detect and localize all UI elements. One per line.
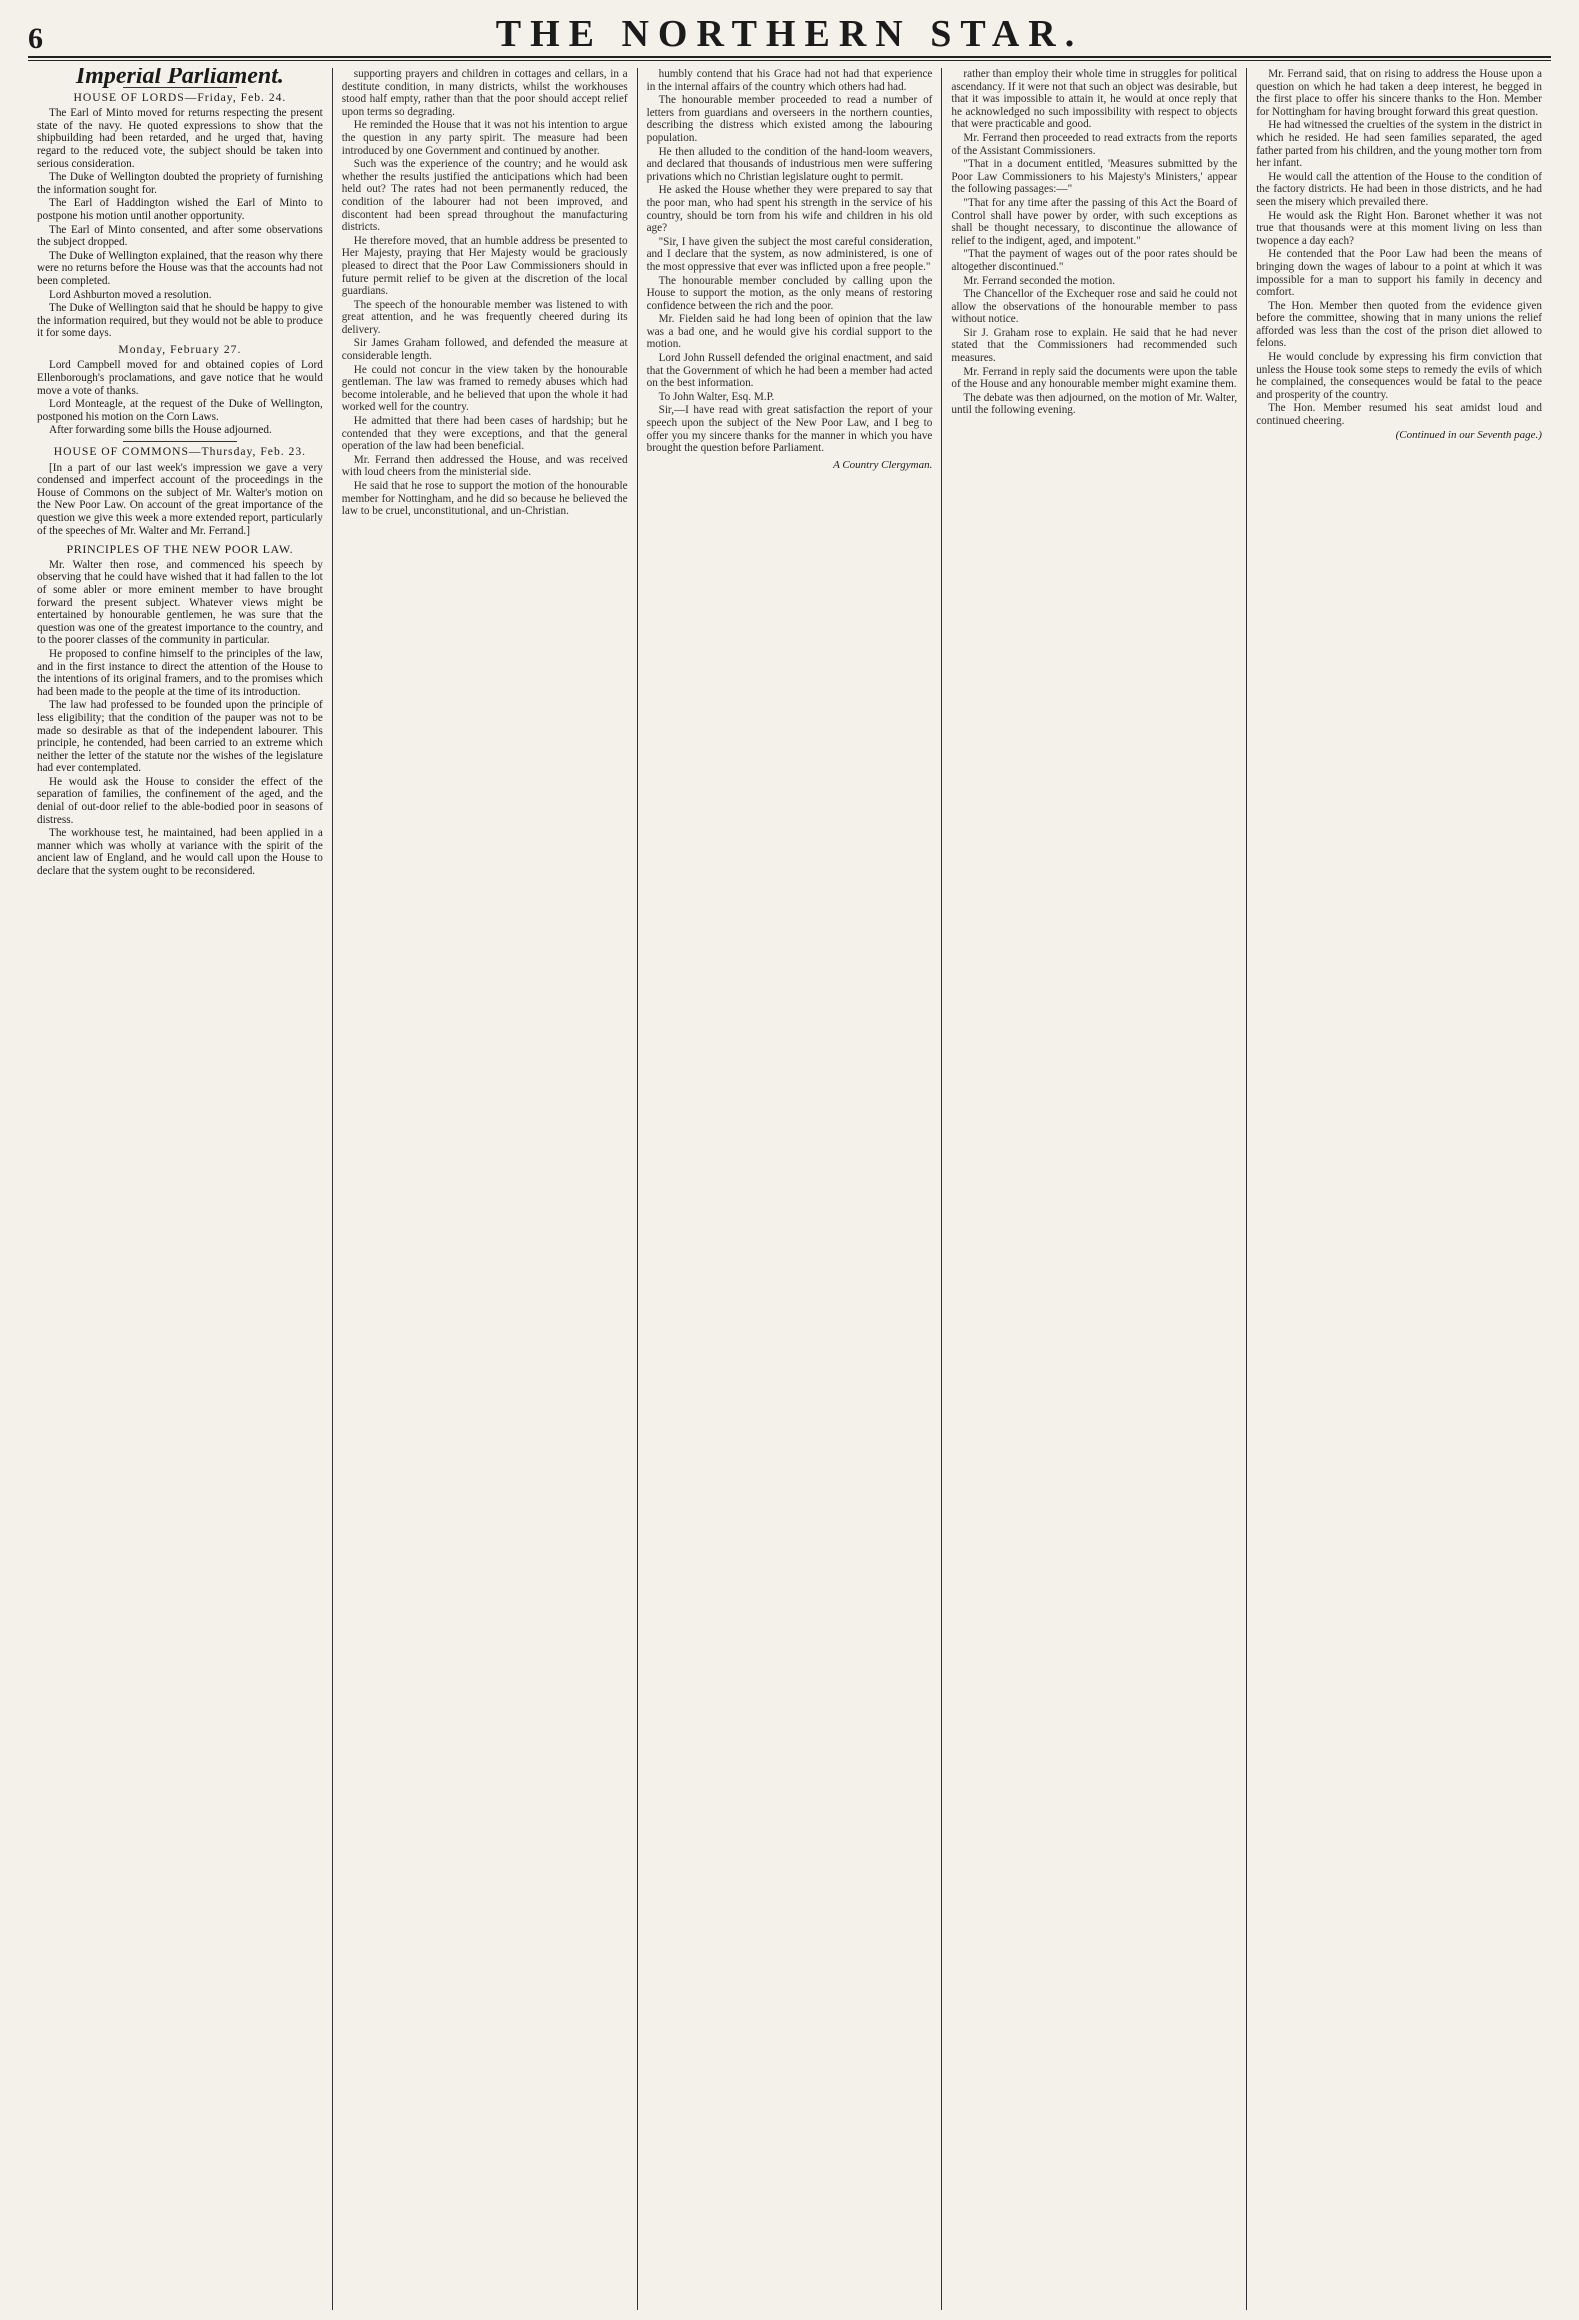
- paragraph: Mr. Ferrand then addressed the House, and was received with loud cheers from the ministerial side.: [341, 453, 628, 479]
- column-4: [942, 68, 1247, 2310]
- column-layout: [28, 68, 1551, 2310]
- monday-report: [37, 359, 323, 437]
- paragraph: rather than employ their whole time in struggles for political ascendancy. If it were not that such an object was desirable, but that it was impossible to attain it, he would at once reply that he acknowledged no such impossibility with respect to objects that were practicable and good.: [951, 68, 1238, 131]
- paragraph: He proposed to confine himself to the principles of the law, and in the first instance to direct the attention of the House to the intentions of its original framers, and to the promises which had been made to the people at the time of its introduction.: [37, 647, 323, 698]
- paragraph: Mr. Ferrand said, that on rising to address the House upon a question on which he had taken a deep interest, he begged in the first place to offer his sincere thanks to the Hon. Member for Nottingham for having brought forward this great question.: [1256, 68, 1542, 118]
- column-3-text: [647, 68, 933, 455]
- paragraph: The Duke of Wellington explained, that the reason why there were no returns before the House was that the accounts had not been completed.: [37, 249, 323, 287]
- paragraph: He could not concur in the view taken by the honourable gentleman. The law was framed to remedy abuses which had become intolerable, and he believed that upon the whole it had worked well for the country.: [341, 363, 628, 414]
- paragraph: "That for any time after the passing of this Act the Board of Control shall have power by order, with such exceptions as shall be thought necessary, to discontinue the allowance of relief to the indigent, aged, and impotent.": [951, 196, 1238, 247]
- paragraph: The Chancellor of the Exchequer rose and said he could not allow the observations of the honourable member to pass without notice.: [951, 288, 1238, 326]
- letter-signoff: A Country Clergyman.: [833, 458, 933, 471]
- section-title: Imperial Parliament.: [75, 68, 284, 89]
- paragraph: The workhouse test, he maintained, had been applied in a manner which was wholly at variance with the spirit of the ancient law of England, and he would call upon the House to declare that the system ought to be reconsidered.: [37, 827, 323, 878]
- paragraph: After forwarding some bills the House adjourned.: [49, 424, 272, 437]
- paragraph: To John Walter, Esq. M.P.: [658, 390, 775, 403]
- continued-note: (Continued in our Seventh page.): [1395, 428, 1542, 441]
- paragraph: Mr. Fielden said he had long been of opinion that the law was a bad one, and he would give his cordial support to the motion.: [646, 313, 933, 351]
- paragraph: Mr. Ferrand seconded the motion.: [963, 274, 1116, 287]
- lords-report: [37, 107, 323, 340]
- column-4-text: [951, 68, 1237, 417]
- paragraph: The Hon. Member resumed his seat amidst loud and continued cheering.: [1256, 402, 1542, 428]
- paragraph: Mr. Ferrand in reply said the documents were upon the table of the House and any honourable member might examine them.: [951, 365, 1238, 391]
- paragraph: Mr. Ferrand then proceeded to read extracts from the reports of the Assistant Commissioners.: [951, 131, 1238, 157]
- paragraph: "Sir, I have given the subject the most careful consideration, and I declare that the system, as now administered, is one of the most oppressive that ever was inflicted upon a free people.": [646, 235, 933, 273]
- column-5: [1247, 68, 1551, 2310]
- paragraph: The honourable member concluded by calling upon the House to support the motion, as the only means of restoring confidence between the rich and the poor.: [646, 274, 933, 312]
- paragraph: Sir J. Graham rose to explain. He said that he had never stated that the Commissioners had recommended such measures.: [951, 326, 1238, 365]
- newspaper-title: THE NORTHERN STAR.: [495, 13, 1084, 55]
- paragraph: The Earl of Haddington wished the Earl of Minto to postpone his motion until another opportunity.: [37, 197, 323, 222]
- paragraph: He then alluded to the condition of the hand-loom weavers, and declared that thousands of industrious men were suffering privations which no Christian legislature ought to permit.: [646, 145, 933, 183]
- paragraph: The law had professed to be founded upon the principle of less eligibility; that the condition of the pauper was not to be made so desirable as that of the independent labourer. This principle, he contended, had been carried to an extreme which neither the letter of the statute nor the wishes of the legislature had ever contemplated.: [37, 699, 323, 775]
- column-1: [28, 68, 333, 2310]
- paragraph: The Duke of Wellington doubted the propriety of furnishing the information sought for.: [37, 171, 323, 196]
- paragraph: He would conclude by expressing his firm conviction that unless the House took some steps to remedy the evils of which he complained, the consequences would be fatal to the peace and prosperity of the country.: [1256, 351, 1542, 401]
- paragraph: He would call the attention of the House to the condition of the factory districts. He had been in those districts, and he had seen the misery which prevailed there.: [1256, 170, 1542, 208]
- column-3: [638, 68, 943, 2310]
- paragraph: He had witnessed the cruelties of the system in the district in which he resided. He had seen families separated, the aged father parted from his children, and the young mother torn from her infant.: [1256, 119, 1542, 170]
- commons-heading: HOUSE OF COMMONS—Thursday, Feb. 23.: [53, 445, 307, 459]
- paragraph: The speech of the honourable member was listened to with great attention, and he was frequently cheered during its delivery.: [341, 298, 628, 336]
- paragraph: Lord Ashburton moved a resolution.: [49, 288, 212, 301]
- commons-intro: [37, 462, 323, 538]
- paragraph: He admitted that there had been cases of hardship; but he contended that they were exceptions, and that the general operation of the law had been beneficial.: [341, 415, 628, 453]
- paragraph: The Earl of Minto moved for returns respecting the present state of the navy. He quoted expressions to show that the shipbuilding had been retarded, and he urged that, having regard to the reduced vote, the subject should be taken into serious consideration.: [37, 107, 323, 170]
- page-number: 6: [28, 22, 43, 55]
- paragraph: Such was the experience of the country; and he would ask whether the results justified the anticipations which had been held out? The rates had not been permanently reduced, the condition of the labourer had not been improved, and discontent had been spread throughout the manufacturing districts.: [341, 158, 628, 234]
- principles-article: [37, 559, 323, 878]
- paragraph: The Earl of Minto consented, and after some observations the subject dropped.: [37, 223, 323, 249]
- paragraph: Lord Campbell moved for and obtained copies of Lord Ellenborough's proclamations, and gave notice that he would move a vote of thanks.: [37, 359, 323, 397]
- monday-heading: Monday, February 27.: [118, 342, 242, 356]
- paragraph: "That in a document entitled, 'Measures submitted by the Poor Law Commissioners to his Majesty's Ministers,' appear the following passages:—": [951, 158, 1238, 196]
- paragraph: "That the payment of wages out of the poor rates should be altogether discontinued.": [951, 248, 1238, 273]
- paragraph: He reminded the House that it was not his intention to argue the question in any party spirit. The measure had been introduced by one Government and continued by another.: [341, 119, 628, 157]
- paragraph: Sir James Graham followed, and defended the measure at considerable length.: [341, 337, 628, 363]
- paragraph: He would ask the House to consider the effect of the separation of families, the confinement of the aged, and the denial of out-door relief to the able-bodied poor in seasons of distress.: [37, 775, 323, 826]
- paragraph: supporting prayers and children in cottages and cellars, in a destitute condition, in many districts, whilst the workhouses stood half empty, rather than that the poor should accept relief upon terms so degrading.: [341, 68, 628, 118]
- paragraph: He said that he rose to support the motion of the honourable member for Nottingham, and he did so because he believed the law to be cruel, unconstitutional, and un-Christian.: [341, 480, 628, 518]
- paragraph: The Hon. Member then quoted from the evidence given before the committee, showing that in many unions the relief afforded was less than the cost of the prison diet allowed to felons.: [1256, 299, 1542, 350]
- paragraph: He asked the House whether they were prepared to say that the poor man, who had spent his strength in the service of his country, should be torn from his wife and children in his old age?: [646, 184, 933, 235]
- paragraph: He contended that the Poor Law had been the means of bringing down the wages of labour to a point at which it was impossible for a man to support his family in decency and comfort.: [1256, 248, 1542, 299]
- lords-heading: HOUSE OF LORDS—Friday, Feb. 24.: [73, 90, 287, 104]
- paragraph: The debate was then adjourned, on the motion of Mr. Walter, until the following evening.: [951, 391, 1238, 417]
- column-2: [333, 68, 638, 2310]
- paragraph: He would ask the Right Hon. Baronet whether it was not true that thousands were at this moment living on less than twopence a day each?: [1256, 209, 1542, 247]
- paragraph: Mr. Walter then rose, and commenced his speech by observing that he could have wished that it had fallen to the lot of some abler or more eminent member to have brought forward the present subject. Whatever views might be entertained by honourable gentlemen, he was sure that the question was one of the greatest importance to the country, and to the poorer classes of the community in particular.: [37, 558, 323, 647]
- column-2-text: [342, 68, 628, 518]
- paragraph: Lord John Russell defended the original enactment, and said that the Government of which he had been a member had acted on the best information.: [646, 352, 933, 390]
- paragraph: The honourable member proceeded to read a number of letters from guardians and overseers in the northern counties, describing the distress which existed among the labouring population.: [646, 94, 933, 144]
- paragraph: [In a part of our last week's impression we gave a very condensed and imperfect account of the proceedings in the House of Commons on the subject of Mr. Walter's motion on the New Poor Law. On account of the great importance of the question we give this week a more extended report, particularly of the speeches of Mr. Walter and Mr. Ferrand.]: [37, 461, 323, 537]
- paragraph: He therefore moved, that an humble address be presented to Her Majesty, praying that Her Majesty would be graciously pleased to direct that the Poor Law Commissioners should in future permit relief to be given at the discretion of the local guardians.: [341, 234, 628, 298]
- principles-heading: PRINCIPLES OF THE NEW POOR LAW.: [66, 542, 294, 557]
- paragraph: Sir,—I have read with great satisfaction the report of your speech upon the subject of the New Poor Law, and I beg to offer you my sincere thanks for the manner in which you have brought the question before Parliament.: [646, 404, 933, 455]
- column-5-text: [1256, 68, 1542, 428]
- paragraph: humbly contend that his Grace had not had that experience in the internal affairs of the country which others had had.: [646, 68, 933, 93]
- paragraph: The Duke of Wellington said that he should be happy to give the information required, but they would not be able to produce it for some days.: [37, 302, 323, 340]
- paragraph: Lord Monteagle, at the request of the Duke of Wellington, postponed his motion on the Corn Laws.: [37, 398, 323, 423]
- masthead: [28, 10, 1551, 58]
